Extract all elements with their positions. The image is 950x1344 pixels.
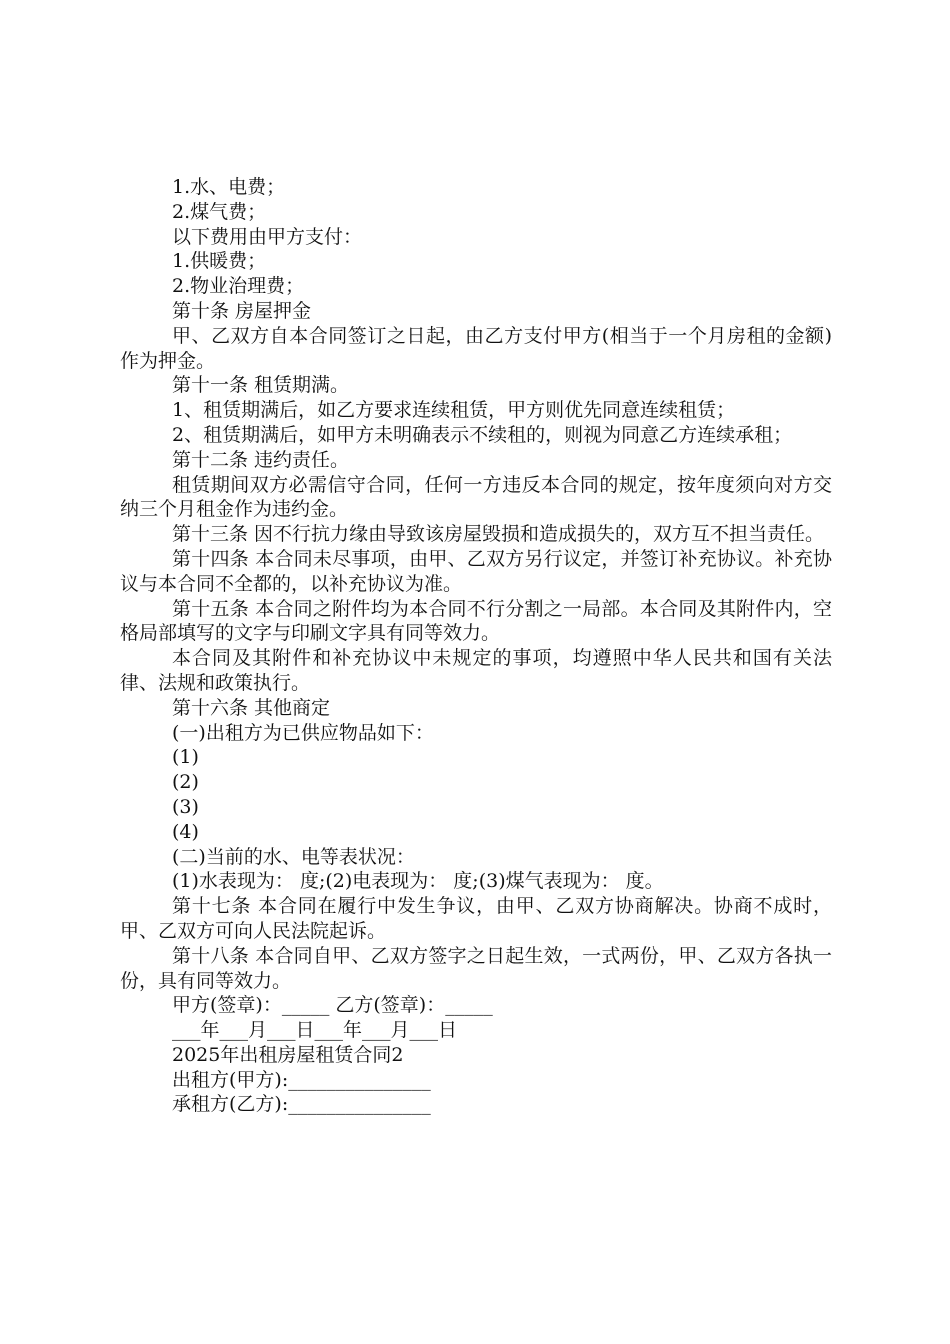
meter-readings: (1)水表现为： 度;(2)电表现为： 度;(3)煤气表现为： 度。 xyxy=(172,870,664,893)
article-15-text: 第十五条 本合同之附件均为本合同不行分割之一局部。本合同及其附件内，空格局部填写的文字与印刷文字具有同等效力。 xyxy=(120,597,832,645)
signature-line: 甲方(签章)：_____ 乙方(签章)：_____ xyxy=(172,994,493,1017)
article-12-text: 租赁期间双方必需信守合同，任何一方违反本合同的规定，按年度须向对方交纳三个月租金作为违约金。 xyxy=(120,473,832,521)
fee-item-gas: 2.煤气费； xyxy=(172,200,267,223)
provided-item-3: (3) xyxy=(172,795,199,818)
contract-body xyxy=(120,175,832,1117)
article-14-text: 第十四条 本合同未尽事项，由甲、乙双方另行议定，并签订补充协议。补充协议与本合同不全都的，以补充协议为准。 xyxy=(120,547,832,595)
provided-item-1: (1) xyxy=(172,746,199,769)
article-16-heading: 第十六条 其他商定 xyxy=(172,696,331,719)
article-11-item-2: 2、租赁期满后，如甲方未明确表示不续租的，则视为同意乙方连续承租； xyxy=(172,423,793,446)
article-18-text: 第十八条 本合同自甲、乙双方签字之日起生效，一式两份，甲、乙双方各执一份，具有同等效力。 xyxy=(120,944,832,992)
provided-item-4: (4) xyxy=(172,820,199,843)
provided-items-heading: (一)出租方为已供应物品如下： xyxy=(172,721,434,744)
article-13-text: 第十三条 因不行抗力缘由导致该房屋毁损和造成损失的，双方互不担当责任。 xyxy=(172,523,825,546)
meter-status-heading: (二)当前的水、电等表状况： xyxy=(172,845,415,868)
article-10-heading: 第十条 房屋押金 xyxy=(172,299,312,322)
supplementary-law-text: 本合同及其附件和补充协议中未规定的事项，均遵照中华人民共和国有关法律、法规和政策执行。 xyxy=(120,647,832,694)
fee-item-property-management: 2.物业治理费； xyxy=(172,275,305,298)
fee-item-water-electric: 1.水、电费； xyxy=(172,176,286,198)
date-line: ___年___月___日___年___月___日 xyxy=(172,1019,458,1042)
article-12-heading: 第十二条 违约责任。 xyxy=(172,448,350,471)
contract-2-title: 2025年出租房屋租赁合同2 xyxy=(172,1043,404,1066)
lessee-field: 承租方(乙方):_______________ xyxy=(172,1093,431,1116)
lessor-field: 出租方(甲方):_______________ xyxy=(172,1068,431,1091)
article-11-heading: 第十一条 租赁期满。 xyxy=(172,374,350,397)
provided-item-2: (2) xyxy=(172,771,199,794)
landlord-fees-heading: 以下费用由甲方支付： xyxy=(172,225,363,248)
article-10-text: 甲、乙双方自本合同签订之日起，由乙方支付甲方(相当于一个月房租的金额)作为押金。 xyxy=(120,324,832,372)
article-11-item-1: 1、租赁期满后，如乙方要求连续租赁，甲方则优先同意连续租赁； xyxy=(172,399,736,422)
fee-item-heating: 1.供暖费； xyxy=(172,250,267,273)
article-17-text: 第十七条 本合同在履行中发生争议，由甲、乙双方协商解决。协商不成时，甲、乙双方可向人民法院起诉。 xyxy=(120,895,832,942)
